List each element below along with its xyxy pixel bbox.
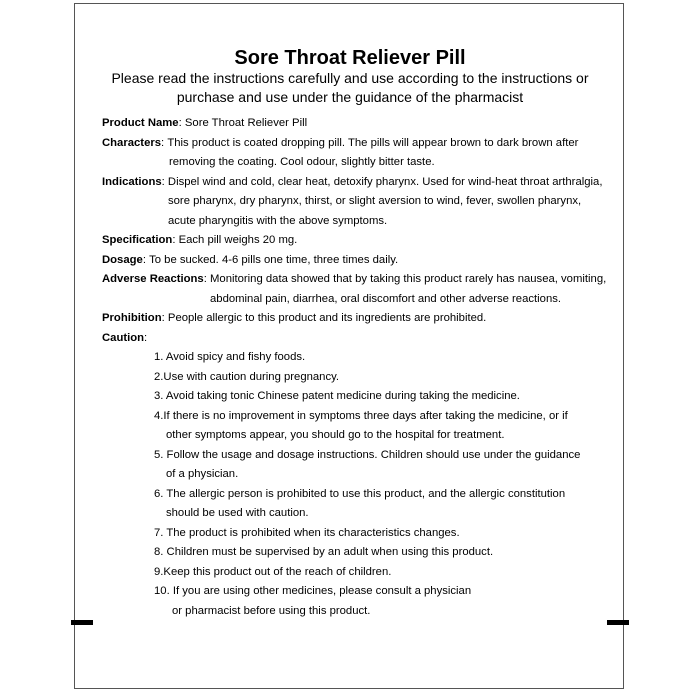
instruction-subtitle: Please read the instructions carefully and use according to the instructions or purchase and use under the guidance of the pharmacist (111, 70, 589, 105)
characters-text-cont: removing the coating. Cool odour, slightly bitter taste. (169, 156, 435, 168)
caution-item-cont: or pharmacist before using this product. (172, 604, 371, 617)
leaflet-content (102, 114, 622, 621)
product-name-value: Sore Throat Reliever Pill (184, 117, 308, 129)
adverse-reactions-label: Adverse Reactions (102, 273, 204, 285)
indications-text: Dispel wind and cold, clear heat, detoxify pharynx. Used for wind-heat throat arthralgia, (167, 175, 603, 188)
indications-text-cont: sore pharynx, dry pharynx, thirst, or slight aversion to wind, fever, swollen pharynx, (168, 195, 582, 207)
prohibition-value: People allergic to this product and its ingredients are prohibited. (167, 312, 487, 324)
document-title: Sore Throat Reliever Pill (234, 47, 466, 69)
specification-value: Each pill weighs 20 mg. (178, 234, 298, 246)
caution-item: 3. Avoid taking tonic Chinese patent medicine during taking the medicine. (154, 390, 520, 402)
caution-item: 2.Use with caution during pregnancy. (154, 370, 340, 383)
specification-row: Specification : Each pill weighs 20 mg. (102, 231, 622, 251)
adverse-reactions-row: Adverse Reactions : Monitoring data showed that by taking this product rarely has nausea, vomiting, (102, 270, 622, 290)
characters-label: Characters (102, 136, 162, 149)
indications-label: Indications (102, 175, 162, 188)
caution-item: 6. The allergic person is prohibited to use this product, and the allergic constitution (154, 487, 566, 500)
product-name-row: Product Name : Sore Throat Reliever Pill (102, 114, 622, 134)
caution-item: 7. The product is prohibited when its characteristics changes. (154, 526, 460, 539)
caution-item: 9.Keep this product out of the reach of children. (154, 565, 392, 578)
characters-row: Characters : This product is coated dropping pill. The pills will appear brown to dark brown after (102, 134, 622, 154)
caution-item: 1. Avoid spicy and fishy foods. (154, 351, 306, 363)
caution-list (102, 348, 622, 621)
caution-item-cont: of a physician. (166, 468, 239, 480)
specification-label: Specification (102, 234, 173, 246)
dosage-row: Dosage : To be sucked. 4-6 pills one time, three times daily. (102, 251, 622, 271)
indications-text-cont: acute pharyngitis with the above symptoms. (168, 214, 388, 227)
dosage-label: Dosage (102, 253, 143, 266)
caution-item-cont: should be used with caution. (166, 507, 309, 519)
caution-row: Caution : (102, 329, 622, 349)
adverse-reactions-text: Monitoring data showed that by taking this product rarely has nausea, vomiting, (210, 273, 607, 285)
caution-item-cont: other symptoms appear, you should go to the hospital for treatment. (166, 429, 505, 441)
indications-row: Indications : Dispel wind and cold, clear heat, detoxify pharynx. Used for wind-heat throat arthralgia, (102, 173, 622, 193)
characters-text: This product is coated dropping pill. The pills will appear brown to dark brown after (167, 136, 579, 149)
prohibition-row: Prohibition : People allergic to this product and its ingredients are prohibited. (102, 309, 622, 329)
caution-label: Caution (102, 331, 145, 344)
dosage-value: To be sucked. 4-6 pills one time, three times daily. (149, 253, 399, 266)
prohibition-label: Prohibition (102, 312, 162, 324)
caution-item: 8. Children must be supervised by an adult when using this product. (154, 546, 494, 558)
cut-mark-left (71, 620, 93, 625)
adverse-reactions-text-cont: abdominal pain, diarrhea, oral discomfort and other adverse reactions. (210, 292, 562, 305)
caution-item: 5. Follow the usage and dosage instructions. Children should use under the guidance (154, 448, 581, 461)
product-name-label: Product Name (102, 117, 179, 129)
caution-item: 4.If there is no improvement in symptoms three days after taking the medicine, or if (154, 409, 568, 422)
caution-item: 10. If you are using other medicines, please consult a physician (154, 585, 472, 597)
